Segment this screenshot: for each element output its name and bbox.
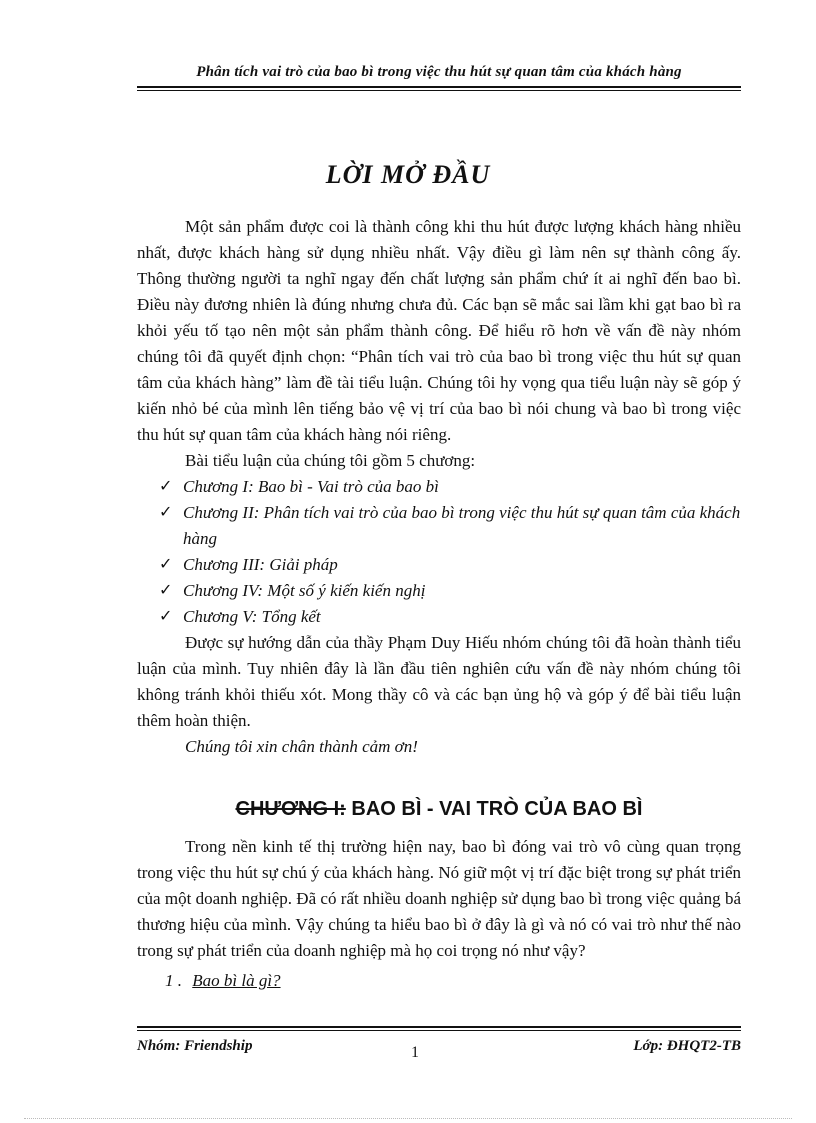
check-icon: ✓ — [159, 556, 173, 573]
chapter-1-paragraph: Trong nền kinh tế thị trường hiện nay, bao bì đóng vai trò vô cùng quan trọng trong việc thu hút sự chú ý của khách hàng. Nó giữ một vị trí đặc biệt trong sự phát triển của một doanh nghiệp. Đã có rất nhiều doanh nghiệp sử dụng bao bì trong việc quảng bá thương hiệu của mình. Vậy chúng ta hiểu bao bì ở đây là gì và nó có vai trò như thế nào trong sự phát triển của doanh nghiệp mà họ coi trọng nó như vậy? — [137, 837, 741, 960]
footer-group-name: Nhóm: Friendship — [137, 1038, 253, 1054]
chapter-1-section — [137, 834, 741, 994]
chapter-heading-number: CHƯƠNG I: — [235, 798, 346, 820]
intro-section — [137, 214, 741, 760]
chapter-heading — [137, 798, 741, 821]
list-item — [137, 552, 741, 578]
intro-paragraph-3: Được sự hướng dẫn của thầy Phạm Duy Hiếu nhóm chúng tôi đã hoàn thành tiểu luận của mình. Tuy nhiên đây là lần đầu tiên nghiên cứu vấn đề này nhóm chúng tôi không tránh khỏi thiếu xót. Mong thầy cô và các bạn ủng hộ và góp ý để bài tiểu luận thêm hoàn thiện. — [137, 633, 741, 730]
section-number: 1 . — [165, 971, 182, 990]
footer-rule-thick — [137, 1026, 741, 1028]
chapter-item-label: Chương I: Bao bì - Vai trò của bao bì — [183, 477, 439, 496]
chapter-item-label: Chương IV: Một số ý kiến kiến nghị — [183, 581, 426, 600]
page-edge-divider — [24, 1118, 792, 1119]
chapter-heading-title: BAO BÌ - VAI TRÒ CỦA BAO BÌ — [351, 798, 643, 820]
intro-paragraph-2: Bài tiểu luận của chúng tôi gồm 5 chương: — [185, 451, 476, 470]
list-item — [137, 604, 741, 630]
section-title: Bao bì là gì? — [192, 971, 281, 990]
chapter-item-label: Chương II: Phân tích vai trò của bao bì trong việc thu hút sự quan tâm của khách hàng — [183, 503, 741, 548]
intro-paragraph-1: Một sản phẩm được coi là thành công khi thu hút được lượng khách hàng nhiều nhất, được khách hàng sử dụng nhiều nhất. Vậy điều gì làm nên sự thành công ấy. Thông thường người ta nghĩ ngay đến chất lượng sản phẩm chứ ít ai nghĩ đến bao bì. Điều này đương nhiên là đúng nhưng chưa đủ. Các bạn sẽ mắc sai lầm khi gạt bao bì ra khỏi yếu tố tạo nên một sản phẩm thành công. Để hiểu rõ hơn về vấn đề này nhóm chúng tôi đã quyết định chọn: “Phân tích vai trò của bao bì trong việc thu hút sự quan tâm của khách hàng” làm đề tài tiểu luận. Chúng tôi hy vọng qua tiểu luận này sẽ góp ý kiến nhỏ bé của mình lên tiếng bảo vệ vị trí của bao bì nói chung và bao bì trong việc thu hút sự quan tâm của khách hàng nói riêng. — [137, 217, 741, 444]
page-number: 1 — [411, 1044, 419, 1061]
check-icon: ✓ — [159, 608, 173, 625]
header-rule-thick — [137, 86, 741, 88]
chapter-list — [137, 474, 741, 630]
thanks-line: Chúng tôi xin chân thành cảm ơn! — [185, 737, 418, 756]
check-icon: ✓ — [159, 504, 173, 521]
list-item — [137, 500, 741, 552]
header-rule-thin — [137, 90, 741, 91]
list-item — [137, 474, 741, 500]
footer-class-name: Lớp: ĐHQT2-TB — [633, 1038, 741, 1054]
list-item — [137, 578, 741, 604]
check-icon: ✓ — [159, 478, 173, 495]
chapter-item-label: Chương V: Tổng kết — [183, 607, 321, 626]
page-title: LỜI MỞ ĐẦU — [325, 160, 491, 189]
check-icon: ✓ — [159, 582, 173, 599]
chapter-item-label: Chương III: Giải pháp — [183, 555, 338, 574]
section-heading — [137, 968, 741, 994]
footer-rule-thin — [137, 1030, 741, 1031]
running-header: Phân tích vai trò của bao bì trong việc thu hút sự quan tâm của khách hàng — [196, 64, 682, 80]
